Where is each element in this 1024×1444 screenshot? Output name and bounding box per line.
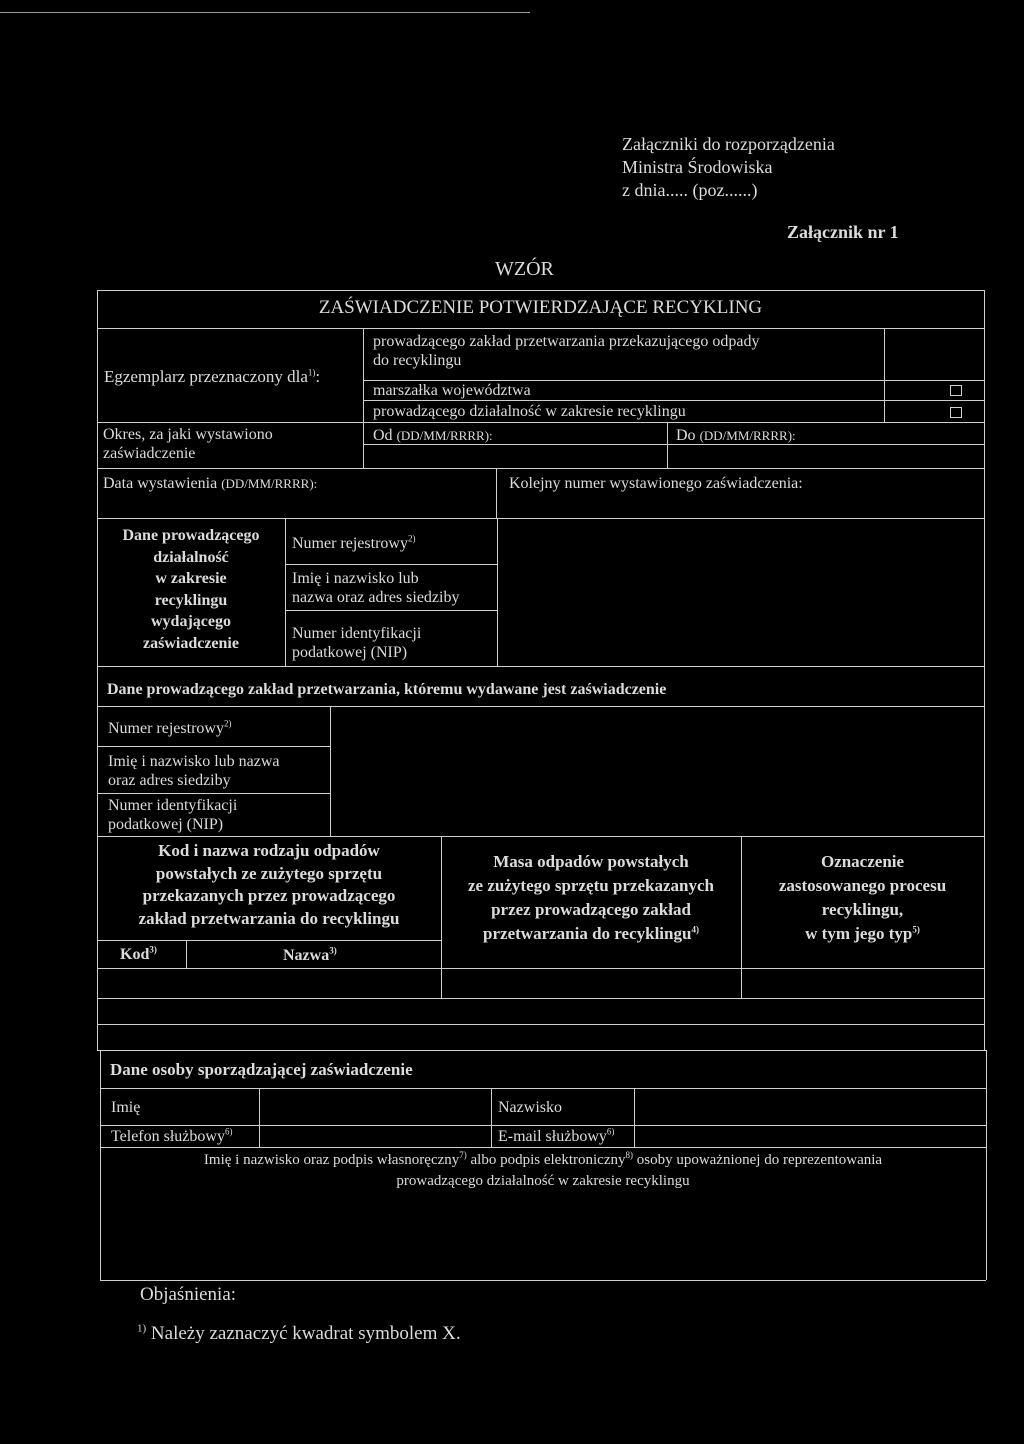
rule <box>97 328 984 329</box>
issue-date-label: Data wystawienia (DD/MM/RRRR): <box>103 475 318 492</box>
option-recycler: prowadzącego działalność w zakresie recyklingu <box>373 403 686 420</box>
waste-code-name-header: Kod i nazwa rodzaju odpadów powstałych ze zużytego sprzętu przekazanych przez prowadzącego zakład przetwarzania do recyklingu <box>138 841 400 928</box>
preparer-first-name-label: Imię <box>111 1099 141 1116</box>
plant-nip-label: Numer identyfikacji podatkowej (NIP) <box>108 797 238 833</box>
rule <box>984 666 985 836</box>
rule <box>285 518 286 666</box>
period-label: Okres, za jaki wystawiono zaświadczenie <box>103 426 273 462</box>
footnote-1: $^{1)}$ Należy zaznaczyć kwadrat symbolem X. <box>137 1322 461 1344</box>
rule <box>97 1024 984 1025</box>
period-from-label: Od (DD/MM/RRRR): <box>373 427 493 444</box>
rule <box>330 706 331 836</box>
recycler-nip-label: Numer identyfikacji podatkowej (NIP) <box>292 625 422 661</box>
regulation-header <box>622 133 835 202</box>
waste-name-header: Nazwa$^{3)}$ <box>283 945 337 964</box>
waste-mass-header: Masa odpadów powstałych ze zużytego sprzętu przekazanych przez prowadzącego zakład przetwarzania do recyklingu$^{4)}$ <box>468 852 714 943</box>
rule <box>97 998 984 999</box>
rule <box>100 1280 986 1281</box>
rule <box>97 518 984 519</box>
rule <box>984 290 985 518</box>
copy-for-label: Egzemplarz przeznaczony dla$^{1)}$: <box>104 367 321 386</box>
rule <box>97 290 984 291</box>
waste-code-header: Kod$^{3)}$ <box>120 944 157 963</box>
template-label: WZÓR <box>495 258 554 280</box>
rule <box>986 1050 987 1280</box>
rule <box>285 610 497 611</box>
header-line-2: Ministra Środowiska <box>622 157 773 177</box>
rule <box>634 1088 635 1147</box>
checkbox-recycler[interactable] <box>950 407 962 418</box>
rule <box>100 1125 986 1126</box>
plant-name-label: Imię i nazwisko lub nazwa oraz adres siedziby <box>108 753 280 789</box>
rule <box>97 836 984 837</box>
rule <box>363 400 984 401</box>
plant-section-heading: Dane prowadzącego zakład przetwarzania, któremu wydawane jest zaświadczenie <box>107 681 667 698</box>
certificate-title: ZAŚWIADCZENIE POTWIERDZAJĄCE RECYKLING <box>318 297 763 318</box>
notes-heading: Objaśnienia: <box>140 1284 237 1305</box>
header-line-3: z dnia..... (poz......) <box>622 180 758 200</box>
rule <box>186 940 187 968</box>
rule <box>97 706 984 707</box>
rule <box>363 328 364 468</box>
plant-reg-no-label: Numer rejestrowy$^{2)}$ <box>108 718 232 737</box>
rule <box>97 968 984 969</box>
rule <box>984 836 985 1050</box>
rule <box>496 468 497 518</box>
rule <box>97 422 984 423</box>
rule <box>97 940 441 941</box>
rule <box>100 1147 986 1148</box>
rule <box>884 328 885 422</box>
annex-number: Załącznik nr 1 <box>787 222 899 242</box>
recycling-process-header: Oznaczenie zastosowanego procesu recyklingu, w tym jego typ$^{5)}$ <box>778 852 947 943</box>
rule <box>491 1088 492 1147</box>
rule <box>100 1088 986 1089</box>
rule <box>100 1050 986 1051</box>
header-line-1: Załączniki do rozporządzenia <box>622 134 835 154</box>
preparer-phone-label: Telefon służbowy$^{6)}$ <box>111 1126 233 1145</box>
rule <box>97 290 98 518</box>
rule <box>97 746 330 747</box>
rule <box>984 518 985 666</box>
preparer-last-name-label: Nazwisko <box>498 1099 562 1116</box>
preparer-email-label: E-mail służbowy$^{6)}$ <box>498 1126 615 1145</box>
rule <box>285 564 497 565</box>
option-processing-plant: prowadzącego zakład przetwarzania przekazującego odpady do recyklingu <box>373 333 760 369</box>
recycler-name-label: Imię i nazwisko lub nazwa oraz adres siedziby <box>292 570 460 606</box>
signature-label: Imię i nazwisko oraz podpis własnoręczny$^{7)}$ albo podpis elektroniczny$^{8)}$ osoby upoważnionej do reprezentowania prowadzącego działalność w zakresie recyklingu <box>203 1150 883 1189</box>
recycler-section-label: Dane prowadzącego działalność w zakresie recyklingu wydającego zaświadczenie <box>122 527 260 652</box>
preparer-section-heading: Dane osoby sporządzającej zaświadczenie <box>110 1060 413 1079</box>
rule <box>667 422 668 468</box>
rule <box>97 666 984 667</box>
rule <box>97 666 98 836</box>
option-marshal: marszałka województwa <box>373 382 531 399</box>
rule <box>497 518 498 666</box>
period-to-label: Do (DD/MM/RRRR): <box>676 427 796 444</box>
recycler-reg-no-label: Numer rejestrowy$^{2)}$ <box>292 533 416 552</box>
rule <box>97 468 984 469</box>
serial-number-label: Kolejny numer wystawionego zaświadczenia: <box>509 475 803 492</box>
rule <box>259 1088 260 1147</box>
top-rule <box>0 12 530 13</box>
checkbox-marshal[interactable] <box>950 385 962 396</box>
rule <box>97 793 330 794</box>
